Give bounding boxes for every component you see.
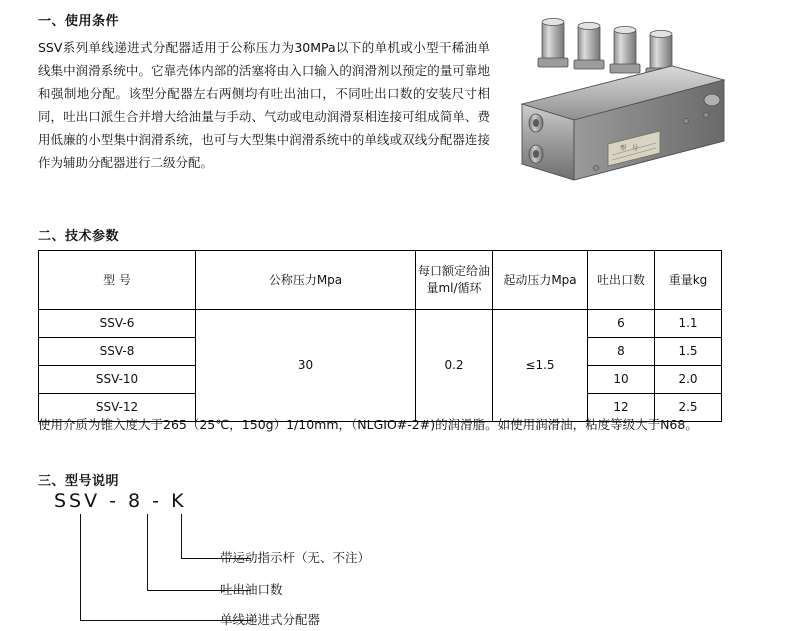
usage-paragraph: SSV系列单线递进式分配器适用于公称压力为30MPa以下的单机或小型干稀油单线集中润滑系统中。它靠壳体内部的活塞将由入口输入的润滑剂以预定的量可靠地和强制地分配。该型分配器左右两侧均有吐出油口，不同吐出口数的安装尺寸相同，吐出口派生合并增大给油量与手动、气动或电动润滑泵相连接可组成简单、费用低廉的小型集中润滑系统，也可与大型集中润滑系统中的单线或双线分配器连接作为辅助分配器进行二级分配。 <box>38 40 490 170</box>
cell-model: SSV-6 <box>39 310 196 338</box>
cell-model: SSV-8 <box>39 338 196 366</box>
section-heading-usage: 一、使用条件 <box>38 14 120 29</box>
header-pressure: 公称压力Mpa <box>196 251 416 310</box>
cell-weight: 2.0 <box>655 366 722 394</box>
svg-text:型 号: 型 号 <box>620 145 639 152</box>
spec-table-body <box>39 310 722 422</box>
leader-line-8-vertical <box>147 514 148 590</box>
header-ports: 吐出口数 <box>588 251 655 310</box>
leader-line-ssv-vertical <box>80 514 81 620</box>
medium-note: 使用介质为锥入度大于265（25℃，150g）1/10mm，（NLGIO#-2#)的润滑脂。如使用润滑油，粘度等级大于N68。 <box>38 417 698 432</box>
cell-start: ≤1.5 <box>493 310 588 422</box>
cell-pressure: 30 <box>196 310 416 422</box>
distributor-body <box>522 66 724 180</box>
cell-ports: 6 <box>588 310 655 338</box>
header-start: 起动压力Mpa <box>493 251 588 310</box>
section-heading-specs: 二、技术参数 <box>38 229 120 244</box>
cell-model: SSV-10 <box>39 366 196 394</box>
header-oil: 每口额定给油量ml/循环 <box>416 251 493 310</box>
cell-ports: 10 <box>588 366 655 394</box>
header-weight: 重量kg <box>655 251 722 310</box>
model-code-diagram <box>38 490 558 625</box>
leader-line-k-vertical <box>181 514 182 558</box>
table-header-row <box>39 251 722 310</box>
cell-weight: 2.5 <box>655 394 722 422</box>
model-code-label-indicator: 带运动指示杆（无、不注） <box>220 550 371 565</box>
product-photo <box>500 8 752 198</box>
header-model: 型 号 <box>39 251 196 310</box>
spec-table <box>38 250 722 422</box>
cell-oil: 0.2 <box>416 310 493 422</box>
model-code-label-ports: 吐出油口数 <box>220 582 283 597</box>
section-heading-model-code: 三、型号说明 <box>38 474 120 489</box>
top-cylinders <box>538 18 676 77</box>
spec-table-head <box>39 251 722 310</box>
model-code-text: SSV - 8 - K <box>54 490 187 512</box>
cell-weight: 1.1 <box>655 310 722 338</box>
cell-ports: 12 <box>588 394 655 422</box>
product-photo-illustration <box>500 8 752 198</box>
cell-model: SSV-12 <box>39 394 196 422</box>
cell-ports: 8 <box>588 338 655 366</box>
table-row <box>39 310 722 338</box>
cell-weight: 1.5 <box>655 338 722 366</box>
model-code-label-type: 单线递进式分配器 <box>220 612 321 627</box>
